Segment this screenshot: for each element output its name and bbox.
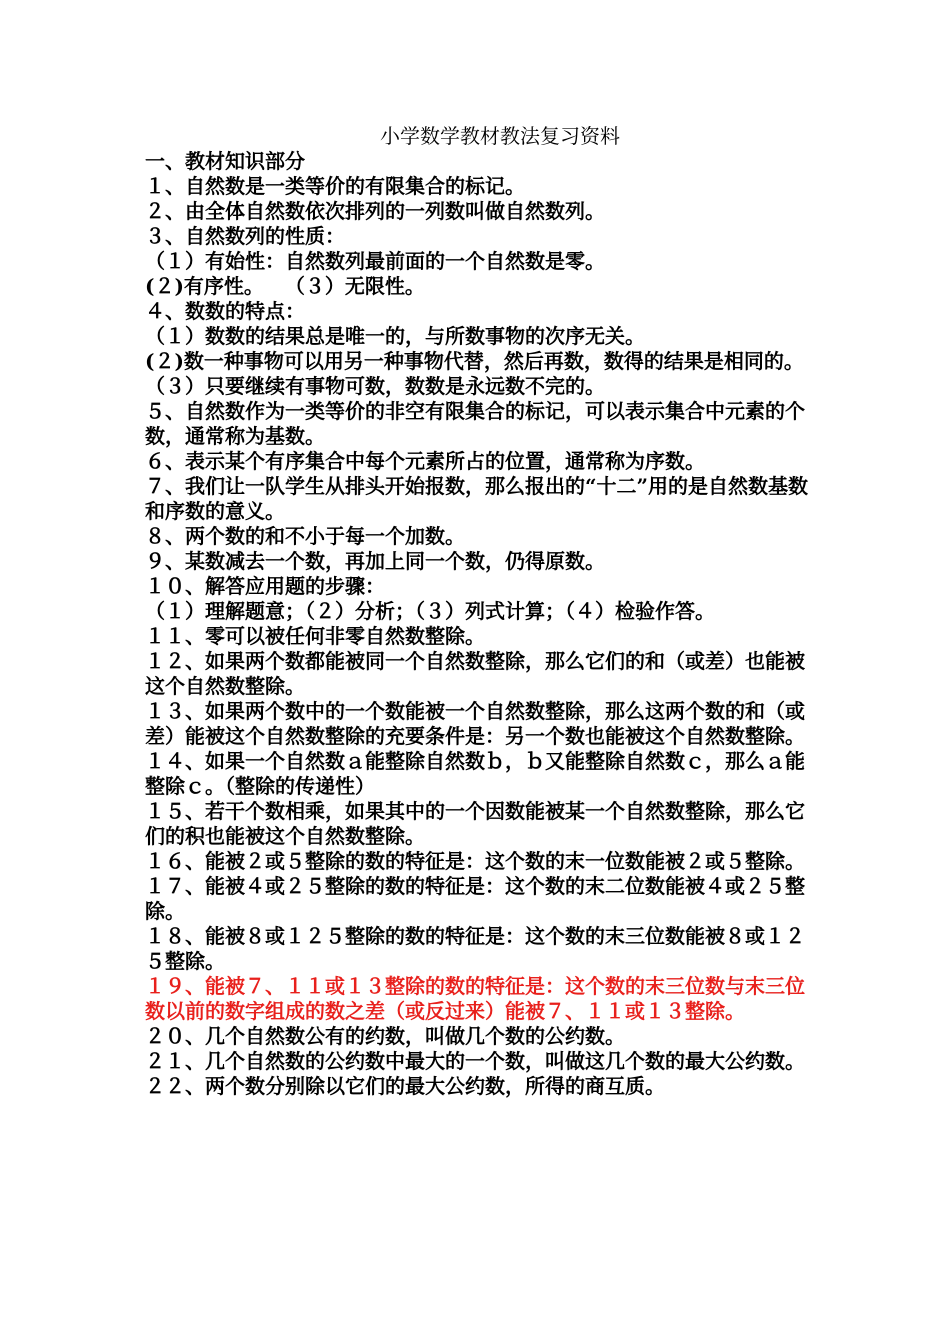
text-line: ２０、几个自然数公有的约数，叫做几个数的公约数。 [145, 1024, 625, 1048]
document-body [145, 124, 815, 1099]
text-line: ５、自然数作为一类等价的非空有限集合的标记，可以表示集合中元素的个数，通常称为基数。 [145, 399, 805, 448]
text-line: ２、由全体自然数依次排列的一列数叫做自然数列。 [145, 199, 605, 223]
text-line: ２１、几个自然数的公约数中最大的一个数，叫做这几个数的最大公约数。 [145, 1049, 805, 1073]
text-line: （１）数数的结果总是唯一的，与所数事物的次序无关。 [145, 324, 645, 348]
text-line: ３、自然数列的性质： [145, 224, 345, 248]
text-line: （１）理解题意；（２）分析；（３）列式计算；（４）检验作答。 [145, 599, 715, 623]
text-line: １３、如果两个数中的一个数能被一个自然数整除，那么这两个数的和（或差）能被这个自然数整除的充要条件是：另一个数也能被这个自然数整除。 [145, 699, 805, 748]
text-line: ４、数数的特点： [145, 299, 305, 323]
text-line: １４、如果一个自然数ａ能整除自然数ｂ，ｂ又能整除自然数ｃ，那么ａ能整除ｃ。（整除的传递性） [145, 749, 805, 798]
text-line: ２２、两个数分别除以它们的最大公约数，所得的商互质。 [145, 1074, 665, 1098]
text-line: １０、解答应用题的步骤： [145, 574, 385, 598]
text-line: １１、零可以被任何非零自然数整除。 [145, 624, 485, 648]
text-line: (２)数一种事物可以用另一种事物代替，然后再数，数得的结果是相同的。 [145, 349, 804, 373]
text-line: （１）有始性：自然数列最前面的一个自然数是零。 [145, 249, 605, 273]
text-line: １７、能被４或２５整除的数的特征是：这个数的末二位数能被４或２５整除。 [145, 874, 805, 923]
document-title: 小学数学教材教法复习资料 [380, 124, 620, 148]
text-line: １６、能被２或５整除的数的特征是：这个数的末一位数能被２或５整除。 [145, 849, 805, 873]
text-line: １８、能被８或１２５整除的数的特征是：这个数的末三位数能被８或１２５整除。 [145, 924, 805, 973]
text-line: （３）只要继续有事物可数，数数是永远数不完的。 [145, 374, 605, 398]
text-line: １、自然数是一类等价的有限集合的标记。 [145, 174, 525, 198]
text-line: ７、我们让一队学生从排头开始报数，那么报出的“十二”用的是自然数基数和序数的意义。 [145, 474, 809, 523]
text-line: １５、若干个数相乘，如果其中的一个因数能被某一个自然数整除，那么它们的积也能被这个自然数整除。 [145, 799, 805, 848]
text-line: ８、两个数的和不小于每一个加数。 [145, 524, 465, 548]
section-heading: 一、教材知识部分 [145, 149, 305, 173]
text-line: ９、某数减去一个数，再加上同一个数，仍得原数。 [145, 549, 605, 573]
text-line: (２)有序性。 （３）无限性。 [145, 274, 425, 298]
text-line: １２、如果两个数都能被同一个自然数整除，那么它们的和（或差）也能被这个自然数整除。 [145, 649, 805, 698]
highlighted-text-line: １９、能被７、１１或１３整除的数的特征是：这个数的末三位数与末三位数以前的数字组成的数之差（或反过来）能被７、１１或１３整除。 [145, 974, 805, 1023]
text-line: ６、表示某个有序集合中每个元素所占的位置，通常称为序数。 [145, 449, 705, 473]
